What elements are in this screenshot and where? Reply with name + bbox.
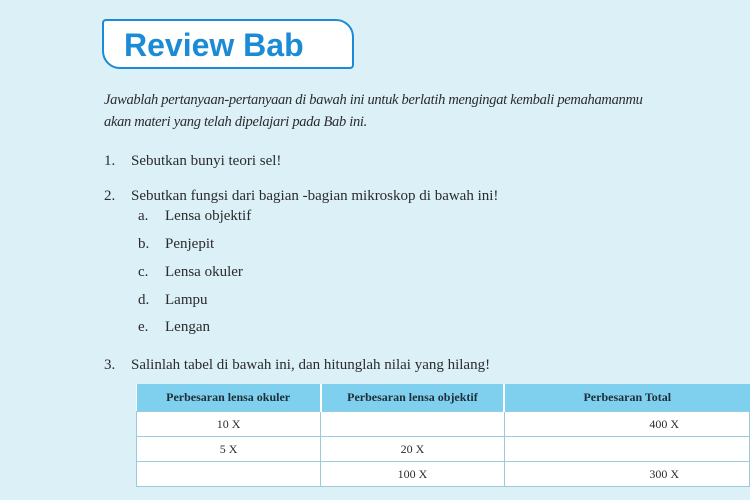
item-text: Lensa objektif: [165, 208, 252, 224]
table-cell: 10 X: [137, 412, 321, 437]
table-row: [137, 462, 750, 487]
item-text: Lampu: [165, 292, 208, 308]
instructions-paragraph: [104, 89, 744, 133]
column-header-ocular: Perbesaran lensa okuler: [137, 384, 321, 412]
table-row: [137, 412, 750, 437]
table-cell: [321, 412, 504, 437]
page-title: Review Bab: [124, 27, 304, 63]
magnification-table: [136, 384, 750, 487]
table-cell: 100 X: [321, 462, 504, 487]
chapter-review-title-box: [102, 19, 354, 69]
table-cell: 5 X: [137, 437, 321, 462]
item-letter: c.: [138, 264, 149, 280]
question-text: Sebutkan bunyi teori sel!: [131, 153, 282, 169]
table-header-row: [137, 384, 750, 412]
instructions-line-2: akan materi yang telah dipelajari pada Bab ini.: [104, 114, 367, 130]
item-letter: d.: [138, 292, 150, 308]
table-cell: 400 X: [504, 412, 749, 437]
question-number: 2.: [104, 188, 116, 204]
question-number: 1.: [104, 153, 116, 169]
item-text: Penjepit: [165, 236, 215, 252]
item-text: Lensa okuler: [165, 264, 243, 280]
question-number: 3.: [104, 357, 116, 373]
item-letter: a.: [138, 208, 149, 224]
item-letter: e.: [138, 319, 149, 335]
instructions-line-1: Jawablah pertanyaan-pertanyaan di bawah ini untuk berlatih mengingat kembali pemahamanmu: [104, 92, 643, 108]
question-text: Sebutkan fungsi dari bagian -bagian mikroskop di bawah ini!: [131, 188, 499, 204]
table-cell: 20 X: [321, 437, 504, 462]
table-row: [137, 437, 750, 462]
item-text: Lengan: [165, 319, 210, 335]
table-cell: 300 X: [504, 462, 749, 487]
table-cell: [504, 437, 749, 462]
table-cell: [137, 462, 321, 487]
column-header-total: Perbesaran Total: [504, 384, 749, 412]
item-letter: b.: [138, 236, 150, 252]
question-text: Salinlah tabel di bawah ini, dan hitunglah nilai yang hilang!: [131, 357, 491, 373]
column-header-objective: Perbesaran lensa objektif: [321, 384, 504, 412]
